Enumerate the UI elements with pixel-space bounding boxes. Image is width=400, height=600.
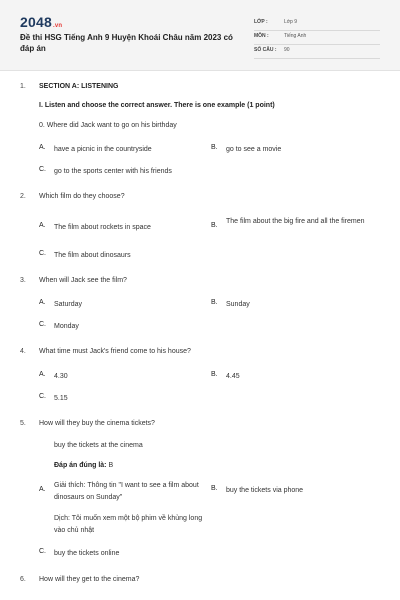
question-text: When will Jack see the film?	[39, 277, 127, 284]
option-letter: C.	[39, 548, 46, 555]
translation-text: Dịch: Tôi muốn xem một bộ phim về khủng long vào chủ nhật	[54, 515, 203, 534]
option-letter: A.	[39, 371, 46, 378]
option-a[interactable]	[39, 144, 209, 156]
option-a[interactable]	[39, 480, 209, 504]
option-letter: B.	[211, 485, 218, 492]
option-c[interactable]	[39, 166, 239, 178]
option-text: buy the tickets via phone	[226, 487, 304, 494]
option-b[interactable]	[211, 216, 381, 240]
meta-key: SỐ CÂU :	[254, 47, 277, 53]
option-text: have a picnic in the countryside	[54, 146, 152, 153]
option-text: Monday	[54, 323, 79, 330]
question-number: 1.	[20, 83, 26, 90]
question-number: 6.	[20, 576, 26, 583]
option-letter: C.	[39, 166, 46, 173]
question-text: Which film do they choose?	[39, 193, 125, 200]
option-c[interactable]	[39, 321, 209, 333]
option-a[interactable]	[39, 371, 209, 383]
meta-value: Tiếng Anh	[284, 33, 307, 39]
option-c[interactable]	[39, 250, 209, 262]
logo-main: 2048	[20, 14, 52, 30]
option-text: Saturday	[54, 301, 83, 308]
option-b[interactable]	[211, 144, 381, 156]
option-c[interactable]	[39, 548, 209, 560]
option-letter: C.	[39, 393, 46, 400]
option-letter: B.	[211, 222, 218, 229]
correct-answer-value: B	[108, 462, 114, 469]
question-text: How will they get to the cinema?	[39, 576, 140, 583]
option-letter: A.	[39, 144, 46, 151]
meta-key: MÔN :	[254, 33, 269, 39]
meta-question-count	[254, 44, 380, 59]
question-number: 4.	[20, 348, 26, 355]
question-text: 0. Where did Jack want to go on his birthday	[39, 122, 177, 129]
section-heading: SECTION A: LISTENING	[39, 83, 119, 90]
option-text: Sunday	[226, 301, 250, 308]
option-letter: B.	[211, 371, 218, 378]
option-text: The film about the big fire and all the firemen	[226, 218, 365, 225]
option-letter: A.	[39, 222, 46, 229]
option-a[interactable]	[39, 299, 209, 311]
option-text: The film about rockets in space	[54, 224, 151, 231]
option-text: The film about dinosaurs	[54, 252, 131, 259]
meta-subject	[254, 30, 380, 45]
question-text: How will they buy the cinema tickets?	[39, 420, 155, 427]
meta-value: Lớp 9	[284, 19, 298, 25]
option-letter: C.	[39, 250, 46, 257]
option-text: 4.45	[226, 373, 240, 380]
option-letter: B.	[211, 144, 218, 151]
correct-answer-label: Đáp án đúng là:	[54, 462, 107, 469]
option-text: Giải thích: Thông tin "I want to see a film about dinosaurs on Sunday"	[54, 482, 199, 501]
meta-key: LỚP :	[254, 19, 268, 25]
option-b[interactable]	[211, 371, 381, 383]
instruction: I. Listen and choose the correct answer. There is one example (1 point)	[39, 102, 275, 109]
option-c[interactable]	[39, 393, 209, 405]
option-text: go to see a movie	[226, 146, 282, 153]
option-letter: A.	[39, 486, 46, 493]
correct-answer	[54, 460, 113, 472]
meta-class	[254, 16, 380, 31]
option-text: buy the tickets online	[54, 550, 120, 557]
option-letter: B.	[211, 299, 218, 306]
page-header	[0, 0, 400, 71]
answer-text: buy the tickets at the cinema	[54, 442, 143, 449]
site-logo[interactable]	[20, 14, 62, 30]
option-text: go to the sports center with his friends	[54, 168, 172, 175]
question-number: 2.	[20, 193, 26, 200]
option-b[interactable]	[211, 299, 381, 311]
option-letter: A.	[39, 299, 46, 306]
option-b[interactable]	[211, 485, 381, 497]
question-text: What time must Jack's friend come to his house?	[39, 348, 191, 355]
option-text: 5.15	[54, 395, 68, 402]
option-text: 4.30	[54, 373, 68, 380]
document-title: Đề thi HSG Tiếng Anh 9 Huyện Khoái Châu năm 2023 có đáp án	[20, 33, 233, 53]
meta-value: 90	[284, 47, 290, 53]
question-number: 5.	[20, 420, 26, 427]
option-a[interactable]	[39, 222, 209, 234]
logo-suffix: .vn	[52, 23, 63, 29]
question-number: 3.	[20, 277, 26, 284]
option-letter: C.	[39, 321, 46, 328]
